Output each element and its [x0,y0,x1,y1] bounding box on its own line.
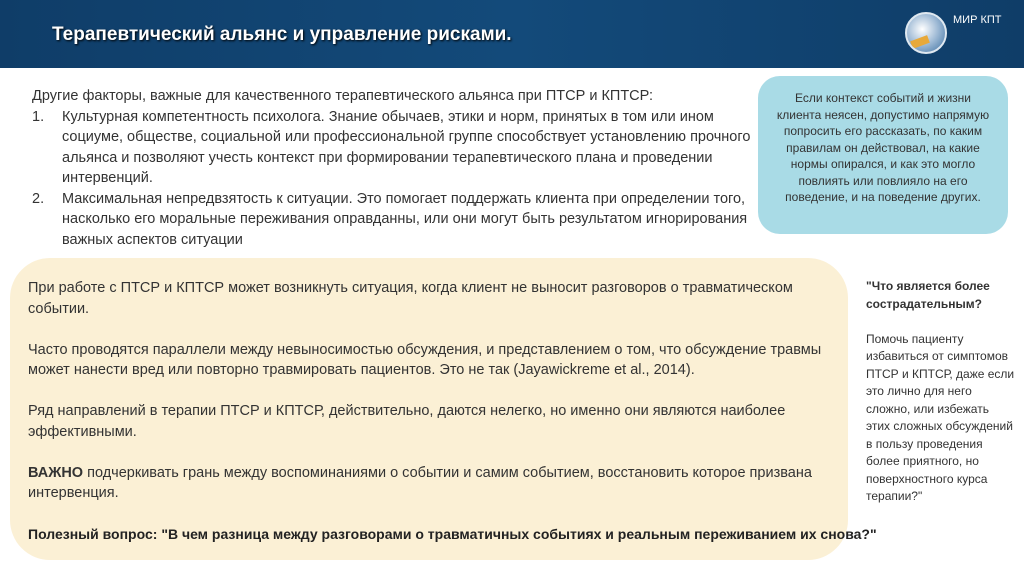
paragraph: ВАЖНО подчеркивать грань между воспоминаниями о событии и самим событием, восстановить которое призвана интервенция. [28,464,812,501]
paragraph: При работе с ПТСР и КПТСР может возникнуть ситуация, когда клиент не выносит разговоров о травматическом событии. [28,280,793,317]
factors-heading: Другие факторы, важные для качественного терапевтического альянса при ПТСР и КПТСР: [32,88,654,104]
useful-question: Полезный вопрос: "В чем разница между разговорами о травматичных событиях и реальным переживанием их снова?" [28,526,877,542]
logo-icon [905,12,947,54]
factors-section [32,86,762,250]
side-note-title: "Что является более сострадательным? [866,279,990,311]
context-callout: Если контекст событий и жизни клиента неясен, допустимо напрямую попросить его рассказать, по каким правилам он действовал, на какие нормы опирался, и как это могло повлиять или повлияло на его поведение, и на поведение других. [758,76,1008,234]
logo-text: МИР КПТ [953,14,1002,26]
list-item: 1. Культурная компетентность психолога. Знание обычаев, этики и норм, принятых в том или ином социуме, обществе, социальной или профессиональной группе способствует установлению прочного альянса и позволяют учесть контекст при формировании терапевтического плана и проведении интервенций. [32,108,751,186]
list-item: 2. Максимальная непредвзятость к ситуации. Это помогает поддержать клиента при определении того, насколько его моральные переживания оправданны, или они могут быть результатом игнорирования важных аспектов ситуации [32,190,748,248]
paragraph: Ряд направлений в терапии ПТСР и КПТСР, действительно, даются нелегко, но именно они являются наиболее эффективными. [28,403,786,440]
side-note-text: Помочь пациенту избавиться от симптомов ПТСР и КПТСР, даже если это лично для него сложно, или избежать этих сложных обсуждений в пользу проведения более приятного, но поверхностного курса терапии?" [866,331,1015,503]
page-title: Терапевтический альянс и управление рисками. [52,24,512,45]
side-note [866,278,1016,506]
info-box-text [28,278,828,504]
header [0,0,1024,68]
paragraph: Часто проводятся параллели между невыносимостью обсуждения, и представлением о том, что обсуждение травмы может нанести вред или повторно травмировать пациентов. Это не так (Jayawickreme et al., 2014). [28,341,822,378]
